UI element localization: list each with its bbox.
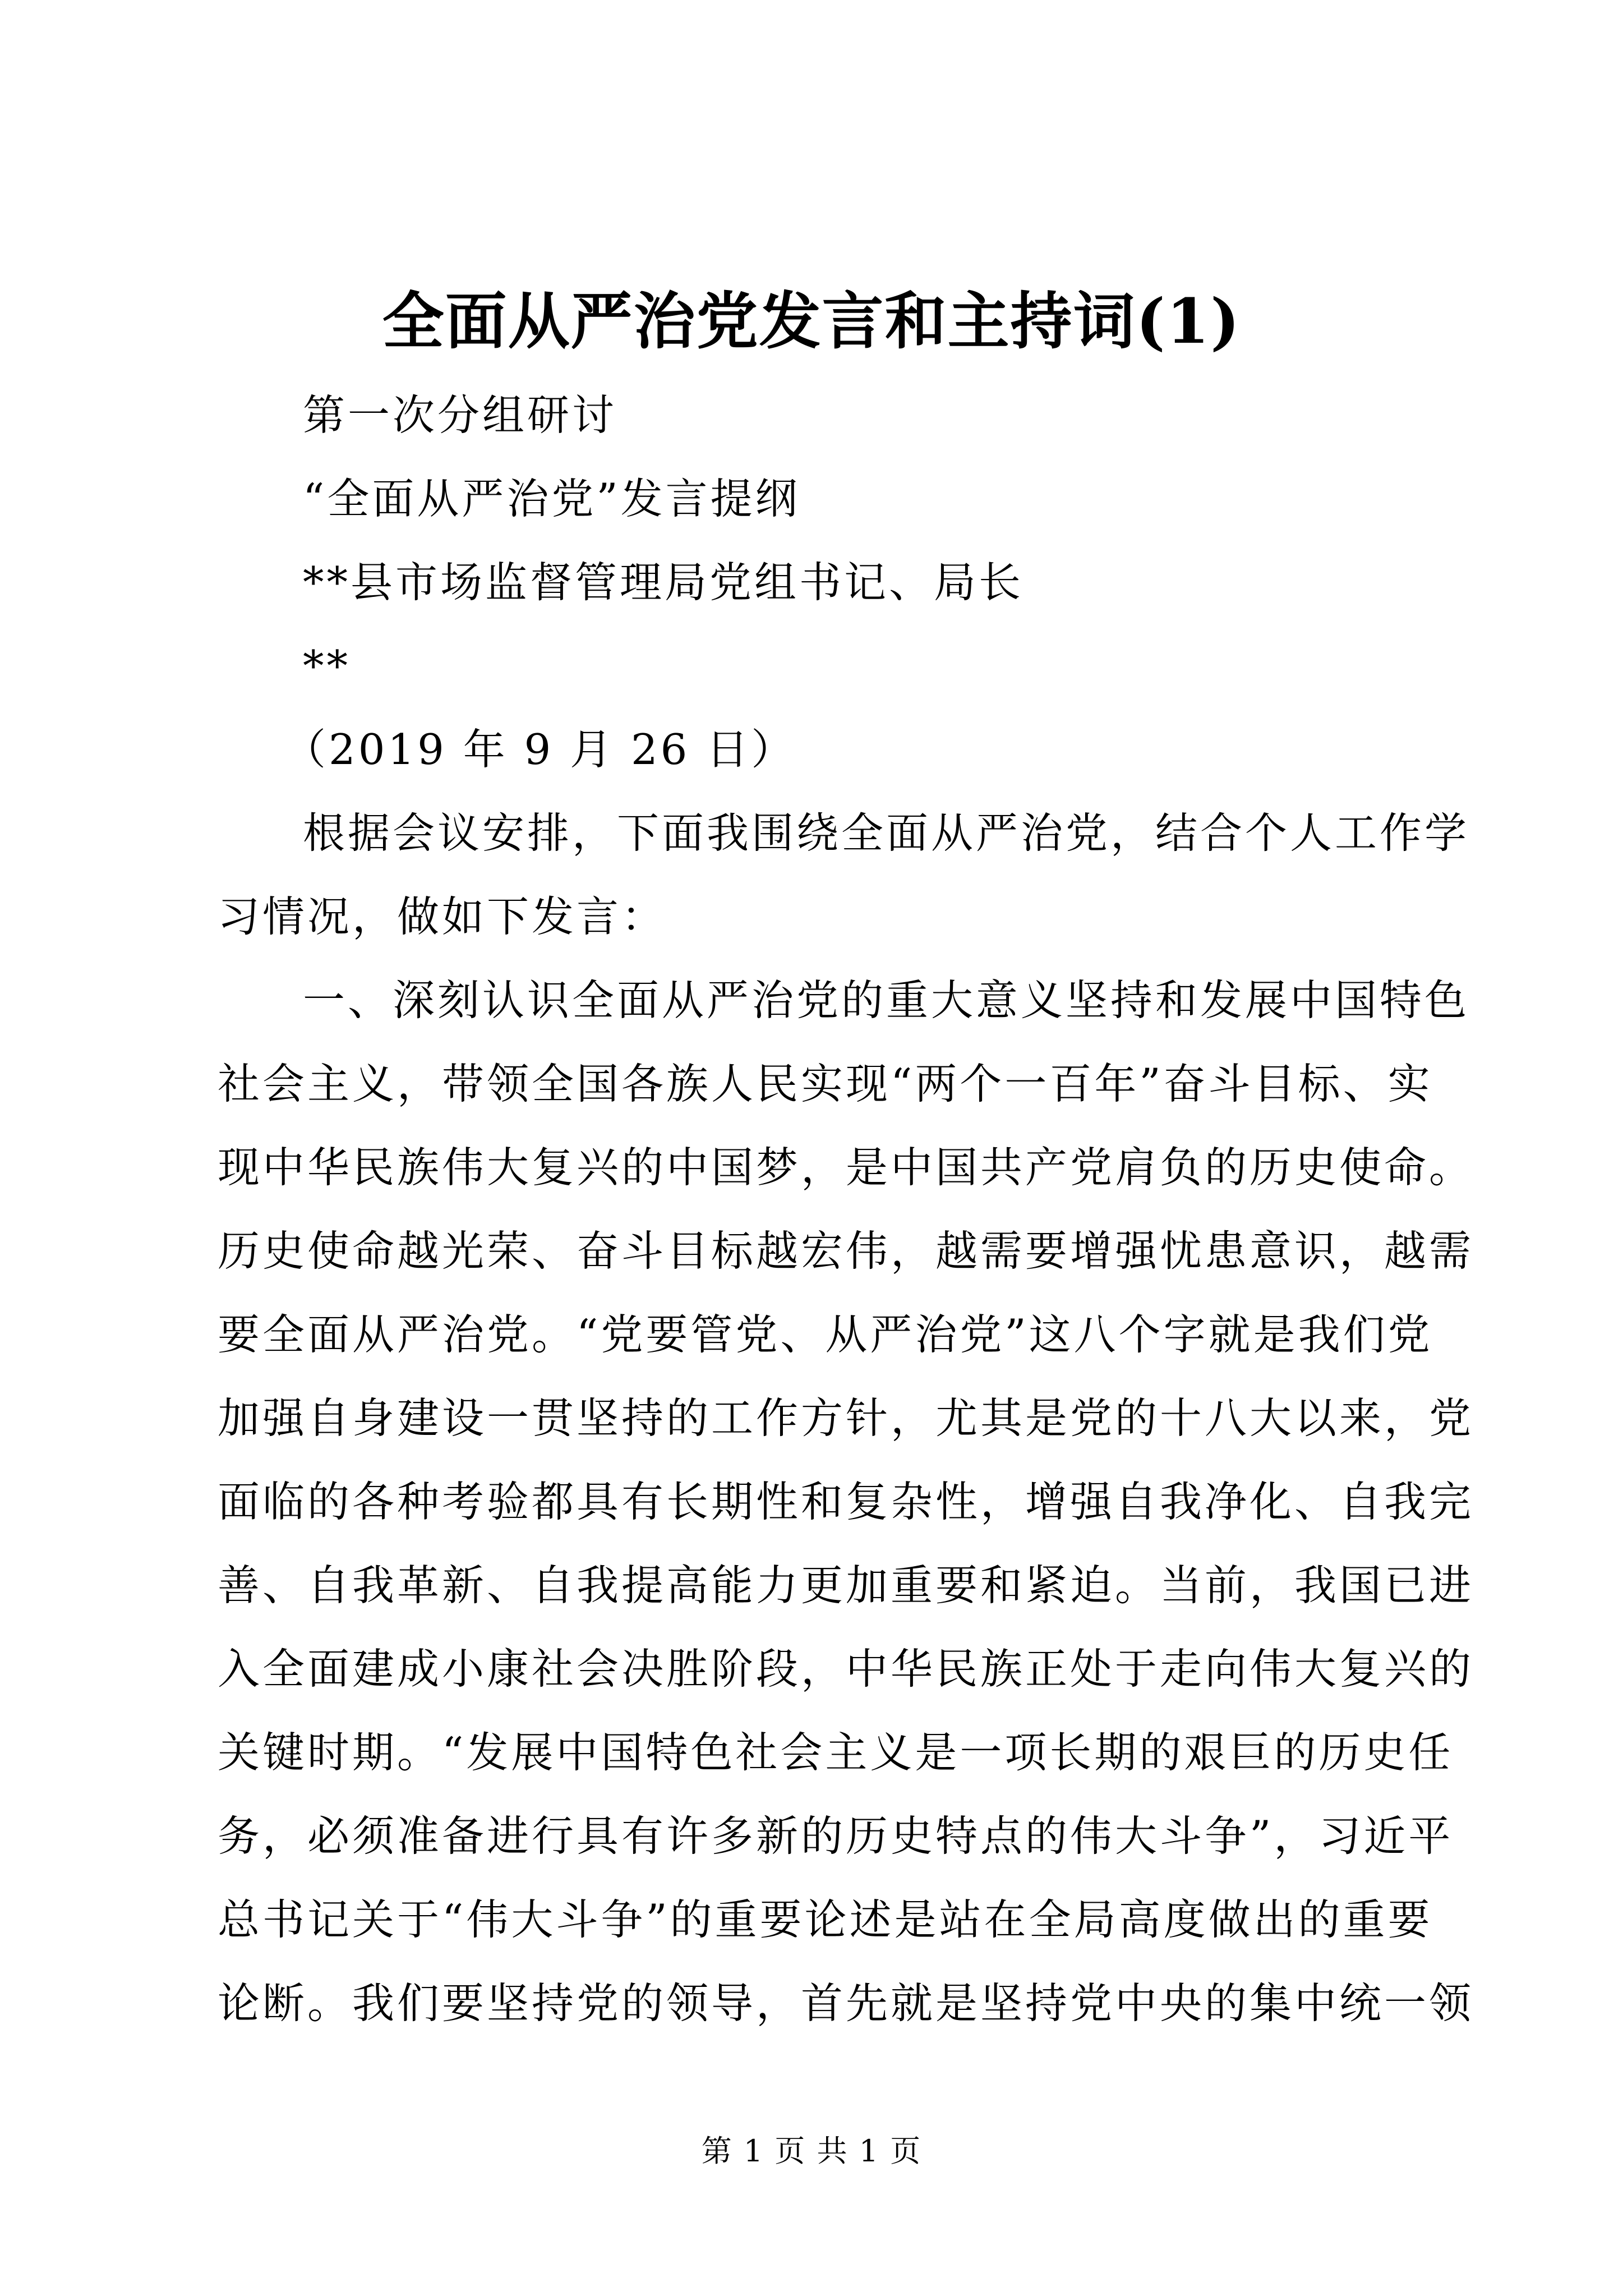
- paragraph-line: 关键时期。“发展中国特色社会主义是一项长期的艰巨的历史任: [218, 1728, 1454, 1777]
- paragraph-line: 一、深刻认识全面从严治党的重大意义坚持和发展中国特色: [303, 976, 1470, 1025]
- document-body: [218, 374, 1474, 2045]
- header-line-date: （2019 年 9 月 26 日）: [284, 725, 796, 774]
- paragraph-line: 总书记关于“伟大斗争”的重要论述是站在全局高度做出的重要: [218, 1895, 1433, 1944]
- paragraph-line: 根据会议安排，下面我围绕全面从严治党，结合个人工作学: [303, 808, 1470, 858]
- paragraph-line: 加强自身建设一贯坚持的工作方针，尤其是党的十八大以来，党: [218, 1393, 1474, 1443]
- header-line-outline: “全面从严治党”发言提纲: [303, 474, 800, 523]
- paragraph-line: 入全面建成小康社会决胜阶段，中华民族正处于走向伟大复兴的: [218, 1644, 1474, 1694]
- document-title: 全面从严治党发言和主持词(1): [382, 285, 1241, 357]
- paragraph-line: 善、自我革新、自我提高能力更加重要和紧迫。当前，我国已进: [218, 1561, 1474, 1610]
- header-line-speaker-name: **: [303, 641, 351, 691]
- page-footer: 第 1 页 共 1 页: [701, 2133, 922, 2169]
- paragraph-line: 务，必须准备进行具有许多新的历史特点的伟大斗争”，习近平: [218, 1811, 1454, 1861]
- paragraph-line: 现中华民族伟大复兴的中国梦，是中国共产党肩负的历史使命。: [218, 1143, 1474, 1192]
- paragraph-line: 论断。我们要坚持党的领导，首先就是坚持党中央的集中统一领: [218, 1978, 1474, 2028]
- header-line-session: 第一次分组研讨: [303, 390, 617, 440]
- paragraph-line: 历史使命越光荣、奋斗目标越宏伟，越需要增强忧患意识，越需: [218, 1226, 1474, 1276]
- paragraph-line: 习情况，做如下发言：: [218, 892, 667, 941]
- header-line-speaker-title: **县市场监督管理局党组书记、局长: [303, 558, 1024, 607]
- paragraph-line: 社会主义，带领全国各族人民实现“两个一百年”奋斗目标、实: [218, 1059, 1433, 1108]
- paragraph-line: 要全面从严治党。“党要管党、从严治党”这八个字就是我们党: [218, 1310, 1433, 1359]
- paragraph-line: 面临的各种考验都具有长期性和复杂性，增强自我净化、自我完: [218, 1477, 1474, 1526]
